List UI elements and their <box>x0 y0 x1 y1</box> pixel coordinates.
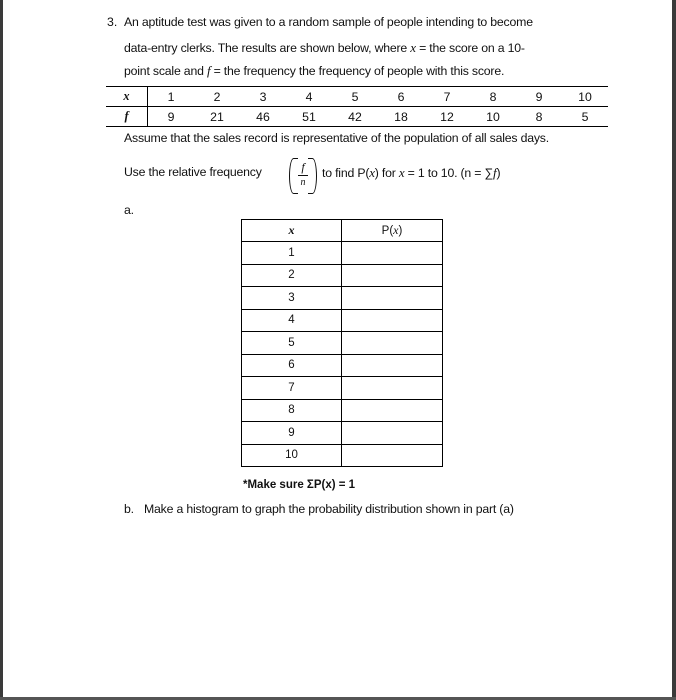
frame-right-edge <box>672 0 676 700</box>
x-value-cell: 3 <box>242 287 342 310</box>
px-input-cell[interactable] <box>342 444 443 467</box>
px-input-cell[interactable] <box>342 422 443 445</box>
fraction-denominator: n <box>300 177 306 188</box>
right-paren <box>308 158 317 194</box>
x-value-cell: 10 <box>242 444 342 467</box>
f-cell: 18 <box>378 107 424 127</box>
part-b-text: Make a histogram to graph the probability distribution shown in part (a) <box>144 502 514 516</box>
x-value-cell: 2 <box>242 264 342 287</box>
px-input-cell[interactable] <box>342 287 443 310</box>
instruction-prefix: Use the relative frequency <box>124 165 262 179</box>
instruction-suffix: to find P(x) for x = 1 to 10. (n = ∑f) <box>322 165 501 180</box>
table-row <box>242 422 443 445</box>
question-line-3: point scale and f = the frequency the frequency of people with this score. <box>124 63 505 78</box>
f-cell: 10 <box>470 107 516 127</box>
table-row <box>242 444 443 467</box>
frequency-table-f-row <box>106 107 608 127</box>
x-value-cell: 5 <box>242 332 342 355</box>
left-paren <box>289 158 298 194</box>
f-cell: 46 <box>240 107 286 127</box>
x-value-cell: 9 <box>242 422 342 445</box>
px-input-cell[interactable] <box>342 242 443 265</box>
question-line-1: An aptitude test was given to a random sample of people intending to become <box>124 15 533 29</box>
px-input-cell[interactable] <box>342 332 443 355</box>
px-input-cell[interactable] <box>342 309 443 332</box>
x-cell: 3 <box>240 87 286 107</box>
f-cell: 12 <box>424 107 470 127</box>
table-row <box>242 399 443 422</box>
x-cell: 6 <box>378 87 424 107</box>
x-value-cell: 1 <box>242 242 342 265</box>
x-value-cell: 7 <box>242 377 342 400</box>
probability-table <box>241 219 443 467</box>
f-cell: 51 <box>286 107 332 127</box>
assumption-text: Assume that the sales record is representative of the population of all sales days. <box>124 131 549 145</box>
px-input-cell[interactable] <box>342 377 443 400</box>
frequency-table <box>106 86 608 127</box>
x-cell: 2 <box>194 87 240 107</box>
px-input-cell[interactable] <box>342 399 443 422</box>
x-cell: 10 <box>562 87 608 107</box>
x-value-cell: 4 <box>242 309 342 332</box>
question-number: 3. <box>107 15 118 29</box>
px-input-cell[interactable] <box>342 264 443 287</box>
table-row <box>242 287 443 310</box>
f-header: f <box>106 107 148 127</box>
f-cell: 5 <box>562 107 608 127</box>
x-cell: 7 <box>424 87 470 107</box>
x-header: x <box>106 87 148 107</box>
part-a-label: a. <box>124 203 134 217</box>
f-cell: 21 <box>194 107 240 127</box>
table-row <box>242 354 443 377</box>
fraction-numerator: f <box>301 160 305 174</box>
question-line-2: data-entry clerks. The results are shown below, where x = the score on a 10- <box>124 40 525 55</box>
probability-table-header <box>242 220 443 242</box>
x-cell: 8 <box>470 87 516 107</box>
document-page <box>3 0 672 697</box>
px-input-cell[interactable] <box>342 354 443 377</box>
x-column-header: x <box>242 220 342 242</box>
table-row <box>242 264 443 287</box>
table-row <box>242 309 443 332</box>
x-value-cell: 8 <box>242 399 342 422</box>
fraction-bar <box>298 175 308 176</box>
x-cell: 5 <box>332 87 378 107</box>
f-cell: 9 <box>148 107 195 127</box>
px-column-header: P(x) <box>342 220 443 242</box>
table-row <box>242 332 443 355</box>
x-cell: 1 <box>148 87 195 107</box>
part-b-label: b. <box>124 502 134 516</box>
f-cell: 42 <box>332 107 378 127</box>
x-cell: 4 <box>286 87 332 107</box>
frequency-table-x-row <box>106 87 608 107</box>
x-value-cell: 6 <box>242 354 342 377</box>
table-row <box>242 377 443 400</box>
f-cell: 8 <box>516 107 562 127</box>
relative-frequency-fraction <box>289 158 317 194</box>
x-cell: 9 <box>516 87 562 107</box>
sum-check-note: *Make sure ΣP(x) = 1 <box>243 479 356 491</box>
table-row <box>242 242 443 265</box>
